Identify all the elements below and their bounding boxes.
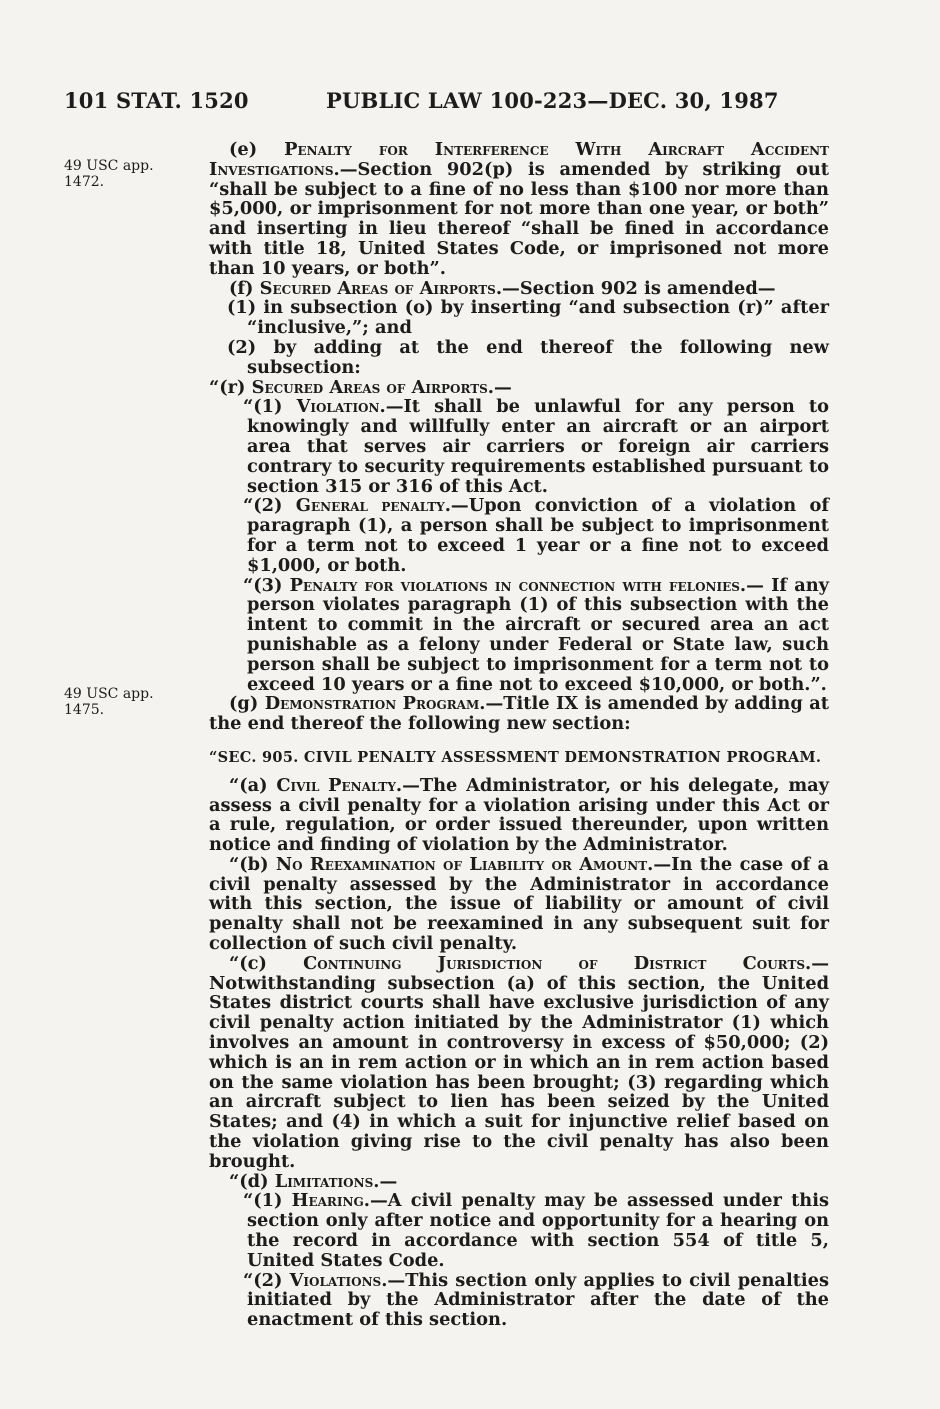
subsection-f-heading: Secured Areas of Airports. bbox=[259, 277, 503, 299]
subsection-r-heading: Secured Areas of Airports. bbox=[251, 376, 494, 398]
subsection-g: (g) Demonstration Program.—Title IX is amended by adding at the end thereof the following new section: bbox=[209, 693, 829, 735]
subsection-r-paragraph-1: “(1) Violation.—It shall be unlawful for any person to knowingly and willfully enter an aircraft or an airport area that serves air carriers or foreign air carriers contrary to security requirements established pursuant to section 315 or 316 of this Act. bbox=[243, 396, 829, 497]
section-905-subsection-a: “(a) Civil Penalty.—The Administrator, or his delegate, may assess a civil penalty for a violation arising under this Act or a rule, regulation, or order issued thereunder, upon written notice and finding of violation by the Administrator. bbox=[209, 774, 829, 856]
subsection-f-paragraph-1: (1) in subsection (o) by inserting “and subsection (r)” after “inclusive,”; and bbox=[227, 297, 829, 339]
section-905-subsection-d: “(d) Limitations.— bbox=[229, 1170, 398, 1192]
law-title: PUBLIC LAW 100-223—DEC. 30, 1987 bbox=[326, 88, 779, 113]
page-header bbox=[64, 88, 840, 118]
margin-note-usc-1475: 49 USC app. 1475. bbox=[64, 686, 154, 718]
margin-note-usc-1472: 49 USC app. 1472. bbox=[64, 158, 154, 190]
section-905-subsection-c: “(c) Continuing Jurisdiction of District Courts.—Notwithstanding subsection (a) of this section, the United States district courts shall have exclusive jurisdiction of any civil penalty action initiated by the Administrator (1) which involves an amount in controversy in excess of $50,000; (2) which is an in rem action or in which an in rem action based on the same violation has been brought; (3) regarding which an aircraft subject to lien has been seized by the United States; and (4) in which a suit for injunctive relief based on the violation giving rise to the civil penalty has also been brought. bbox=[209, 952, 830, 1172]
subsection-f: (f) Secured Areas of Airports.—Section 902 is amended— bbox=[229, 277, 776, 299]
section-905-subsection-d-paragraph-2: “(2) Violations.—This section only applies to civil penalties initiated by the Administrator after the date of the enactment of this section. bbox=[243, 1269, 829, 1331]
subsection-f-paragraph-2: (2) by adding at the end thereof the following new subsection: bbox=[227, 336, 829, 378]
statute-body bbox=[209, 140, 829, 1330]
subsection-e: (e) Penalty for Interference With Aircraft Accident Investigations.—Section 902(p) is amended by striking out “shall be subject to a fine of no less than $100 nor more than $5,000, or imprisonment for not more than one year, or both” and inserting in lieu thereof “shall be fined in accordance with title 18, United States Code, or imprisoned not more than 10 years, or both”. bbox=[209, 139, 829, 279]
section-905-subsection-b: “(b) No Reexamination of Liability or Amount.—In the case of a civil penalty assessed by the Administrator in accordance with this section, the issue of liability or amount of civil penalty shall not be reexamined in any subsequent suit for collection of such civil penalty. bbox=[209, 853, 829, 955]
subsection-r: “(r) Secured Areas of Airports.— bbox=[209, 376, 512, 398]
statute-citation: 101 STAT. 1520 bbox=[64, 88, 249, 113]
subsection-r-paragraph-3: “(3) Penalty for violations in connection with felonies.— If any person violates paragraph (1) of this subsection with the intent to commit in the aircraft or secured area an act punishable as a felony under Federal or State law, such person shall be subject to imprisonment for a term not to exceed 10 years or a fine not to exceed $10,000, or both.”. bbox=[243, 574, 829, 695]
section-905-subsection-d-paragraph-1: “(1) Hearing.—A civil penalty may be assessed under this section only after notice and opportunity for a hearing on the record in accordance with section 554 of title 5, United States Code. bbox=[243, 1190, 829, 1271]
subsection-r-paragraph-2: “(2) General penalty.—Upon conviction of a violation of paragraph (1), a person shall be subject to imprisonment for a term not to exceed 1 year or a fine not to exceed $1,000, or both. bbox=[243, 495, 830, 576]
subsection-g-heading: Demonstration Program. bbox=[264, 693, 486, 715]
subsection-e-heading: Penalty for Interference With Aircraft Accident Investigations. bbox=[209, 139, 829, 180]
section-905-heading: “SEC. 905. CIVIL PENALTY ASSESSMENT DEMONSTRATION PROGRAM. bbox=[209, 748, 822, 766]
